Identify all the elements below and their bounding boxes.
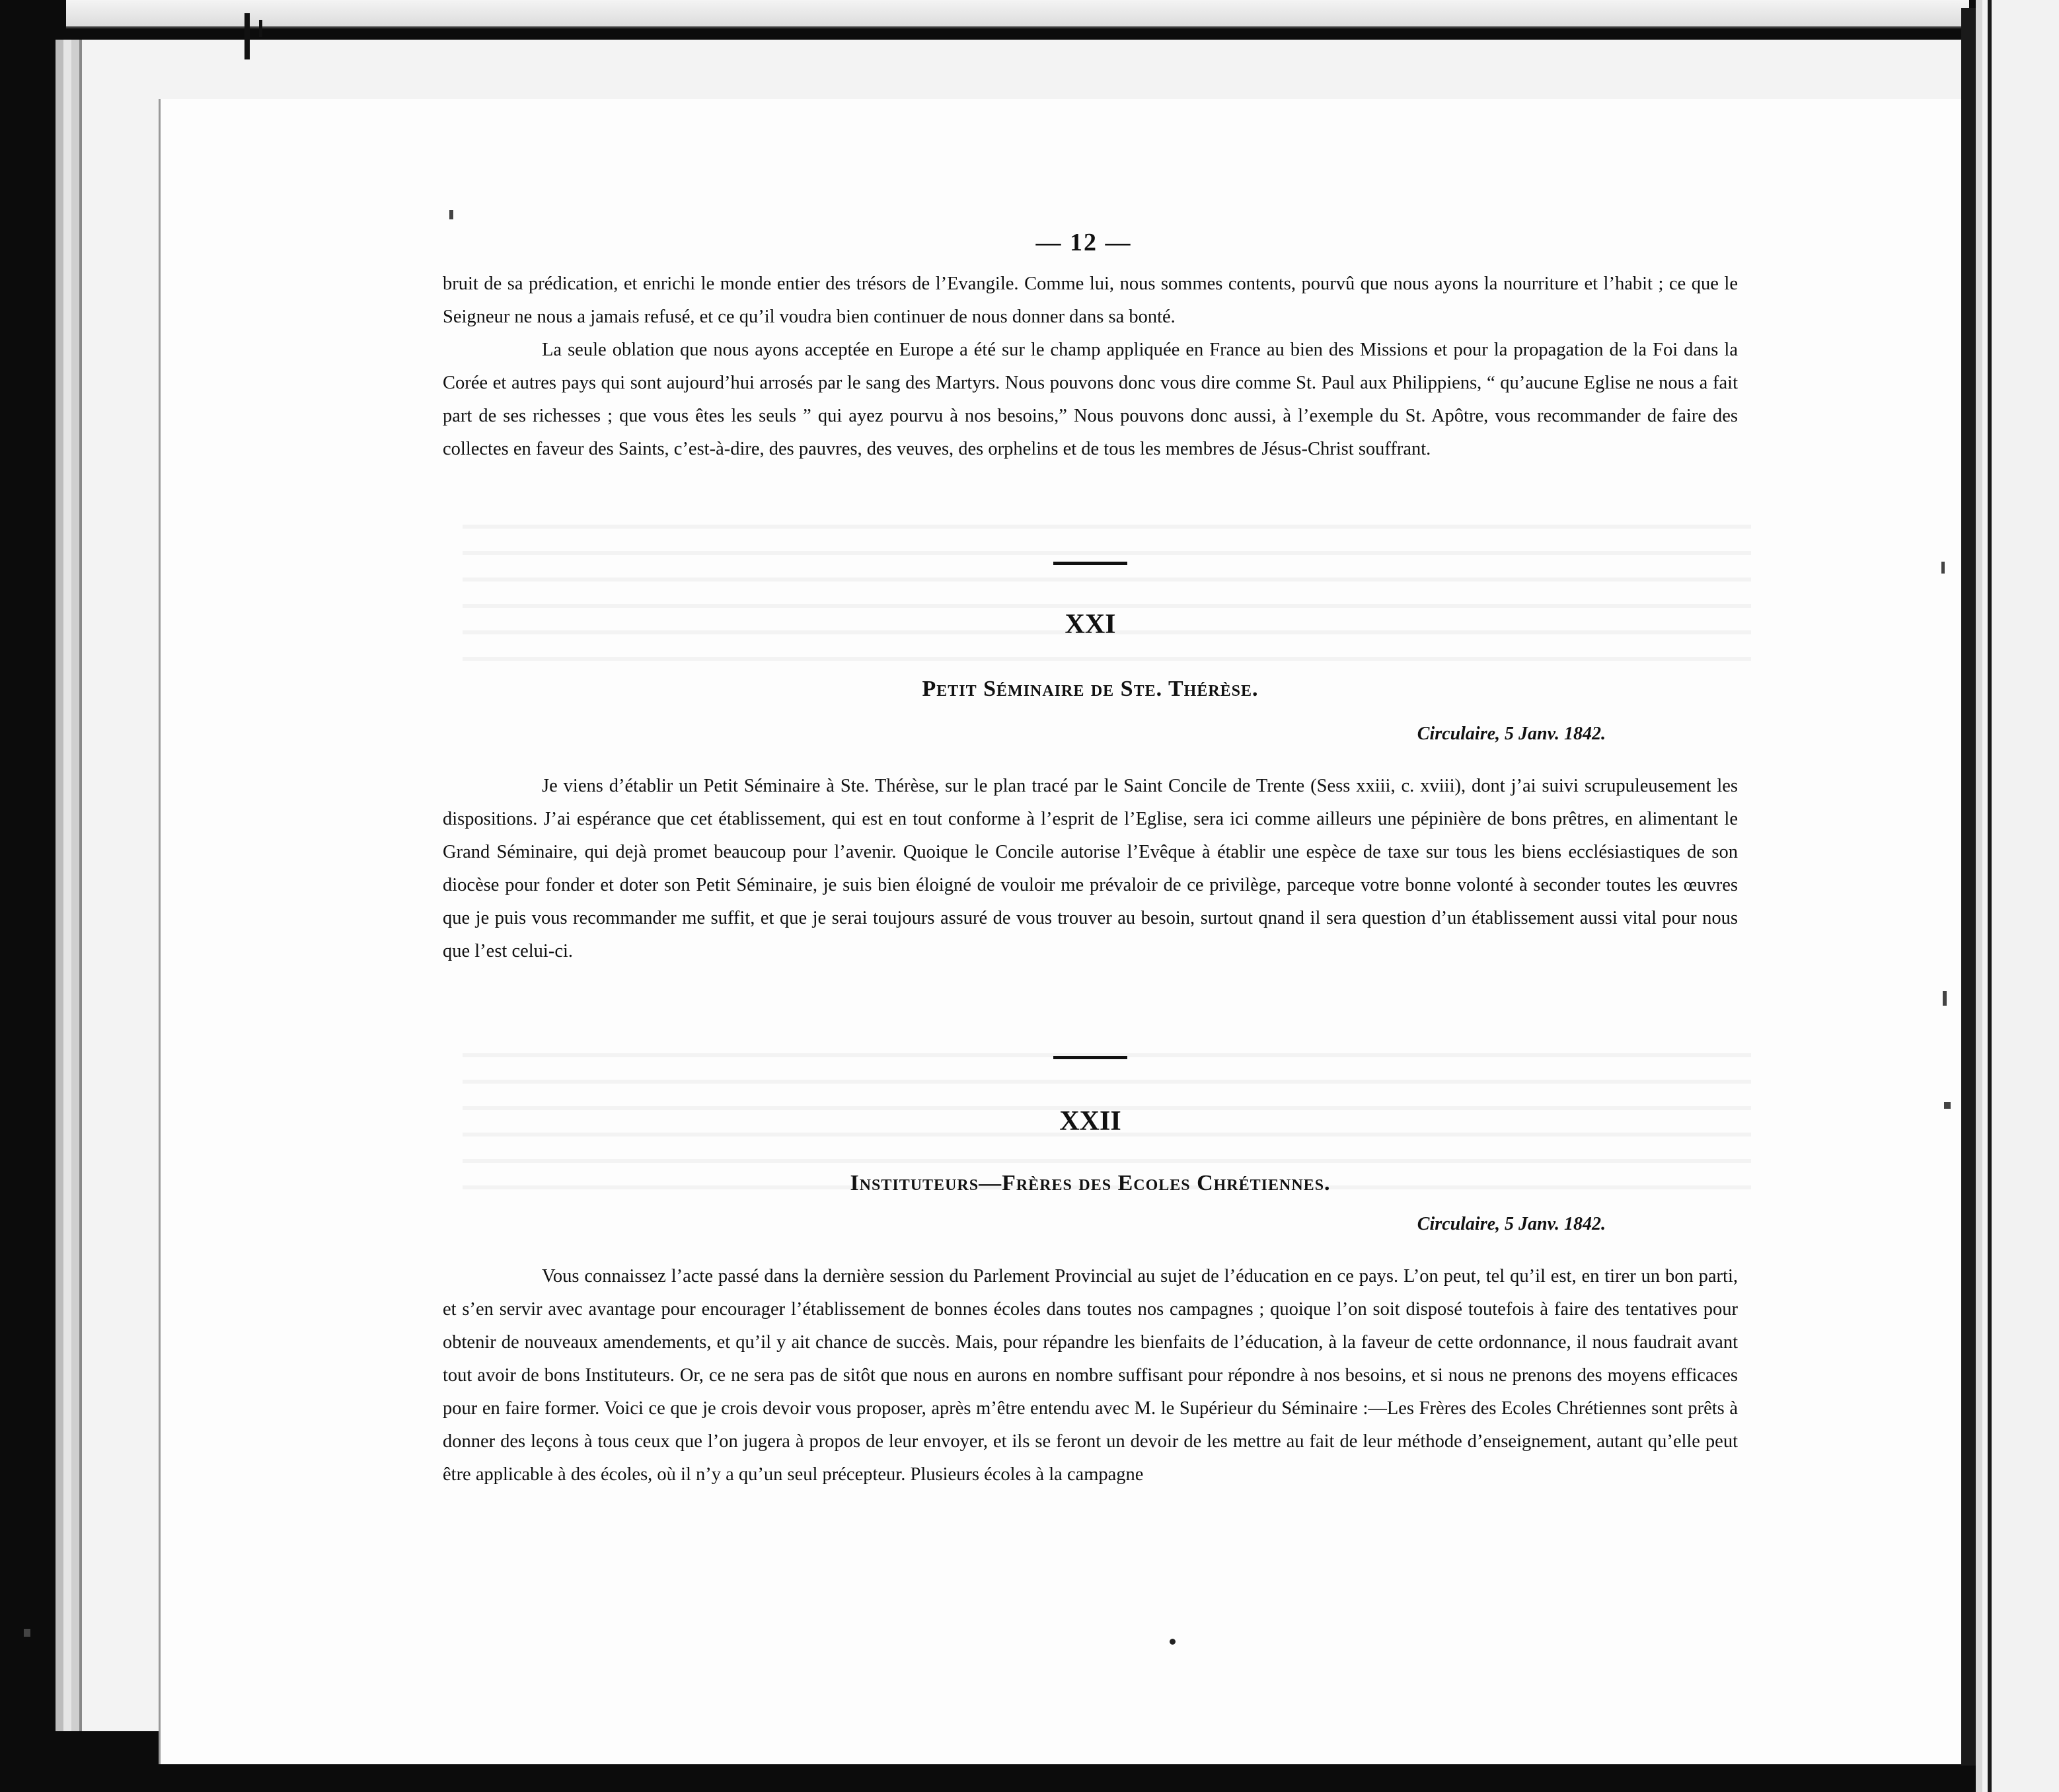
scan-corner-mark-small [259, 20, 262, 37]
facing-page-line [1988, 0, 1992, 1792]
section-number: XXII [1059, 1106, 1121, 1137]
section-title: Instituteurs—Frères des Ecoles Chrétiennes. [850, 1171, 1331, 1195]
scan-top-edge [66, 0, 1969, 28]
dateline: Circulaire, 5 Janv. 1842. [1417, 724, 1606, 744]
paragraph: Vous connaissez l’acte passé dans la dernière session du Parlement Provincial au sujet de l’éducation en ce pays. L’on peut, tel qu’il est, en tirer un bon parti, et s’en servir avec avantage pour encourager l’établissement de bonnes écoles dans toutes nos campagnes ; quoique l’on soit disposé toutefois à faire des tentatives pour obtenir de nouveaux amendements, et qu’il y ait chance de succès. Mais, pour répandre les bienfaits de l’éducation, à la faveur de cette ordonnance, il nous faudrait avant tout avoir de bons Instituteurs. Or, ce ne sera pas de sitôt que nous en aurons en nombre suffisant pour répondre à nos besoins, et si nous ne prenons des moyens efficaces pour en faire former. Voici ce que je crois devoir vous proposer, après m’être entendu avec M. le Supérieur du Séminaire :—Les Frères des Ecoles Chrétiennes sont prêts à donner des leçons à tous ceux que l’on jugera à propos de leur envoyer, et ils se feront un devoir de les mettre au fait de leur méthode d’enseignement, autant qu’elle peut être applicable à des écoles, où il n’y a qu’un seul précepteur. Plusieurs écoles à la campagne [443, 1266, 1738, 1485]
dateline: Circulaire, 5 Janv. 1842. [1417, 1214, 1606, 1234]
paragraph: La seule oblation que nous ayons acceptée en Europe a été sur le champ appliquée en France au bien des Missions et pour la propagation de la Foi dans la Corée et autres pays qui sont aujourd’hui arrosés par le sang des Martyrs. Nous pouvons donc vous dire comme St. Paul aux Philippiens, “ qu’aucune Eglise ne nous a fait part de ses richesses ; que vous êtes les seuls ” qui ayez pourvu à nos besoins,” Nous pouvons donc aussi, à l’exemple du St. Apôtre, vous recommander de faire des collectes en faveur des Saints, c’est-à-dire, des pauvres, des veuves, des orphelins et de tous les membres de Jésus-Christ souffrant. [443, 340, 1738, 459]
printer-dot [1170, 1639, 1176, 1645]
section-xxii [443, 1056, 1738, 1491]
margin-mark [1941, 562, 1945, 574]
binding-shadow [1961, 8, 1976, 1766]
margin-mark [24, 1629, 30, 1637]
scan-corner-mark [244, 13, 250, 59]
paragraph: Je viens d’établir un Petit Séminaire à Ste. Thérèse, sur le plan tracé par le Saint Concile de Trente (Sess xxiii, c. xviii), dont j’ai suivi scrupuleusement les dispositions. J’ai espérance que cet établissement, qui est en tout conforme à l’esprit de l’Eglise, sera ici comme ailleurs une pépinière de bons prêtres, en alimentant le Grand Séminaire, qui dejà promet beaucoup pour l’avenir. Quoique le Concile autorise l’Evêque à établir une espèce de taxe sur tous les biens ecclésiastiques de son diocèse pour fonder et doter son Petit Séminaire, je suis bien éloigné de vouloir me prévaloir de ce privilège, parceque votre bonne volonté à seconder toutes les œuvres que je puis vous recommander me suffit, et que je serai toujours assuré de vous trouver au besoin, surtout qnand il sera question d’un établissement aussi vital pour nous que l’est celui-ci. [443, 776, 1738, 961]
margin-mark [449, 210, 453, 219]
section-xxi [443, 562, 1738, 968]
intro-block [443, 268, 1738, 466]
paragraph: bruit de sa prédication, et enrichi le monde entier des trésors de l’Evangile. Comme lui, nous sommes contents, pourvû que nous ayons la nourriture et l’habit ; ce que le Seigneur ne nous a jamais refusé, et ce qu’il voudra bien continuer de nous donner dans sa bonté. [443, 274, 1738, 327]
margin-mark [1944, 1102, 1951, 1109]
section-title: Petit Séminaire de Ste. Thérèse. [922, 677, 1259, 701]
margin-mark [1943, 991, 1947, 1006]
page-number: — 12 — [1035, 229, 1132, 256]
section-number: XXI [1065, 609, 1116, 640]
